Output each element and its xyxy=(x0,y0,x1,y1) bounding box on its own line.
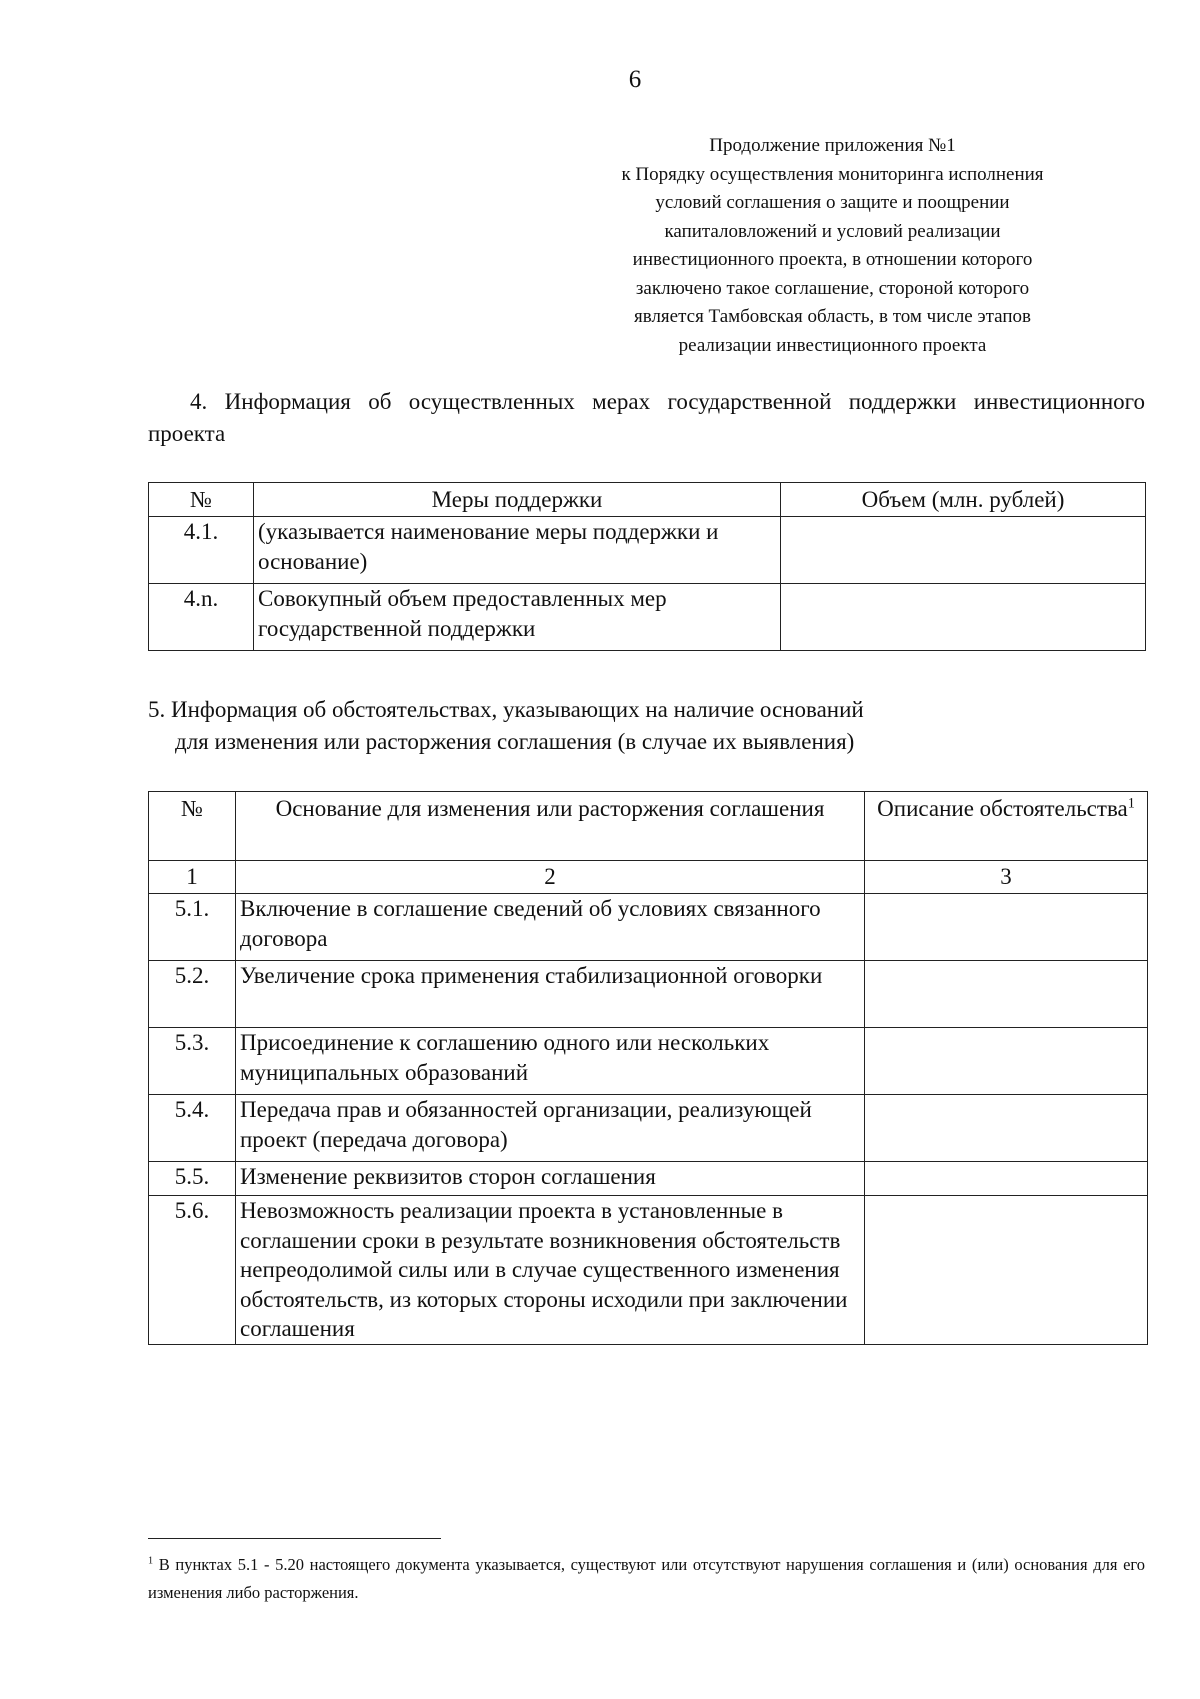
column-header-basis: Основание для изменения или расторжения соглашения xyxy=(236,792,865,861)
section5-title-line: для изменения или расторжения соглашения (в случае их выявления) xyxy=(175,729,855,754)
row-measure: Совокупный объем предоставленных мер государственной поддержки xyxy=(254,584,781,651)
column-header-number: № xyxy=(149,792,236,861)
row-basis: Присоединение к соглашению одного или нескольких муниципальных образований xyxy=(236,1028,865,1095)
footnote xyxy=(148,1551,1145,1607)
column-header-volume: Объем (млн. рублей) xyxy=(781,483,1146,517)
column-header-description-text: Описание обстоятельства xyxy=(877,796,1128,821)
column-index: 2 xyxy=(236,861,865,894)
row-number: 5.1. xyxy=(149,894,236,961)
column-index: 1 xyxy=(149,861,236,894)
row-measure: (указывается наименование меры поддержки и основание) xyxy=(254,517,781,584)
appendix-line: условий соглашения о защите и поощрении xyxy=(655,192,1010,213)
row-number: 5.5. xyxy=(149,1162,236,1196)
column-index-row xyxy=(149,861,1148,894)
appendix-line: капиталовложений и условий реализации xyxy=(664,220,1001,242)
row-description xyxy=(865,961,1148,1028)
row-description xyxy=(865,1028,1148,1095)
table-row xyxy=(149,1196,1148,1345)
appendix-heading xyxy=(555,132,1110,360)
row-volume xyxy=(781,584,1146,651)
table-row xyxy=(149,1095,1148,1162)
appendix-line: является Тамбовская область, в том числе этапов xyxy=(633,306,1031,327)
row-number: 4.n. xyxy=(149,584,254,651)
footnote-mark: 1 xyxy=(148,1555,154,1567)
table-row xyxy=(149,961,1148,1028)
circumstances-table xyxy=(148,791,1148,1345)
footnote-divider xyxy=(148,1538,441,1539)
footnote-text: В пунктах 5.1 - 5.20 настоящего документа указывается, существуют или отсутствуют нарушения соглашения и (или) основания для его изменения либо расторжения. xyxy=(148,1555,1146,1602)
section5-title-line: 5. Информация об обстоятельствах, указывающих на наличие оснований xyxy=(148,697,864,722)
section5-title xyxy=(148,694,1145,758)
table-header-row xyxy=(149,483,1146,517)
row-description xyxy=(865,894,1148,961)
page-number: 6 xyxy=(628,66,642,93)
row-description xyxy=(865,1196,1148,1345)
row-basis: Невозможность реализации проекта в установленные в соглашении сроки в результате возникновения обстоятельств непреодолимой силы или в случае существенного изменения обстоятельств, из которых стороны исходили при заключении соглашения xyxy=(236,1196,865,1345)
column-header-number: № xyxy=(149,483,254,517)
row-volume xyxy=(781,517,1146,584)
appendix-line: реализации инвестиционного проекта xyxy=(678,334,987,356)
column-index: 3 xyxy=(865,861,1148,894)
row-basis: Включение в соглашение сведений об условиях связанного договора xyxy=(236,894,865,961)
support-measures-table xyxy=(148,482,1146,651)
column-header-measures: Меры поддержки xyxy=(254,483,781,517)
row-basis: Увеличение срока применения стабилизационной оговорки xyxy=(236,961,865,1028)
row-number: 4.1. xyxy=(149,517,254,584)
table-row xyxy=(149,1162,1148,1196)
appendix-line: Продолжение приложения №1 xyxy=(709,135,956,156)
table-row xyxy=(149,584,1146,651)
column-header-description xyxy=(865,792,1148,861)
table-row xyxy=(149,1028,1148,1095)
row-number: 5.3. xyxy=(149,1028,236,1095)
row-number: 5.6. xyxy=(149,1196,236,1345)
row-description xyxy=(865,1162,1148,1196)
appendix-line: заключено такое соглашение, стороной которого xyxy=(635,277,1030,299)
table-header-row xyxy=(149,792,1148,861)
footnote-mark: 1 xyxy=(1127,795,1135,812)
section4-title: 4. Информация об осуществленных мерах государственной поддержки инвестиционного проекта xyxy=(148,389,1145,446)
row-number: 5.2. xyxy=(149,961,236,1028)
appendix-line: инвестиционного проекта, в отношении которого xyxy=(632,249,1033,270)
row-basis: Передача прав и обязанностей организации, реализующей проект (передача договора) xyxy=(236,1095,865,1162)
row-basis: Изменение реквизитов сторон соглашения xyxy=(236,1162,865,1196)
row-number: 5.4. xyxy=(149,1095,236,1162)
appendix-line: к Порядку осуществления мониторинга исполнения xyxy=(621,163,1044,185)
table-row xyxy=(149,894,1148,961)
table-row xyxy=(149,517,1146,584)
row-description xyxy=(865,1095,1148,1162)
